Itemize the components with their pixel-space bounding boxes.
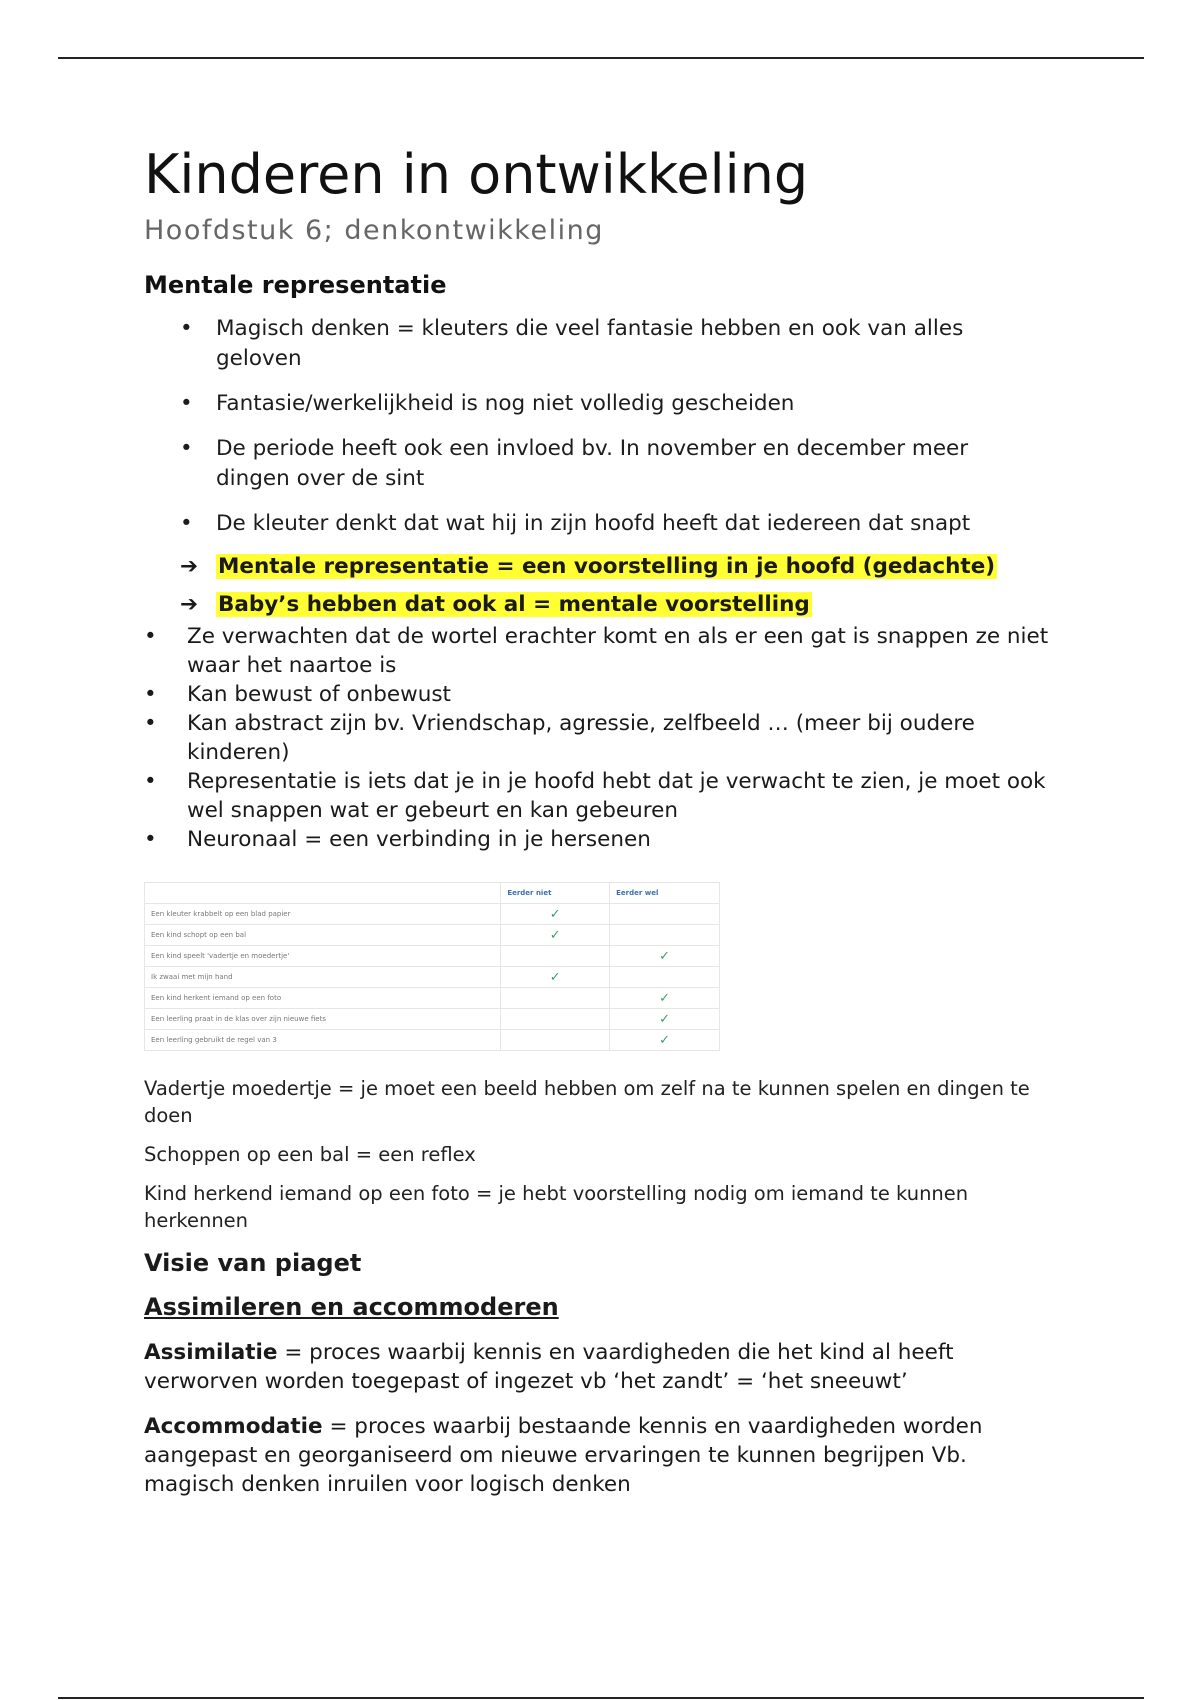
table-row: Een kind herkent iemand op een foto ✓ [145, 988, 720, 1009]
check-icon [610, 925, 720, 946]
table-header [145, 883, 501, 904]
heading-assimileren-accommoderen: Assimileren en accommoderen [144, 1293, 559, 1321]
bullet-icon: • [180, 436, 193, 461]
table-row: Een kind schopt op een bal ✓ [145, 925, 720, 946]
list-item: • Ze verwachten dat de wortel erachter komt en als er een gat is snappen ze niet waar het naartoe is [144, 624, 1049, 678]
bullet-icon: • [144, 682, 157, 707]
document-subtitle: Hoofdstuk 6; denkontwikkeling [144, 215, 604, 246]
list-item: • Kan bewust of onbewust [144, 682, 451, 707]
highlighted-text: Mentale representatie = een voorstelling in je hoofd (gedachte) [218, 554, 996, 579]
bullet-icon: • [180, 391, 193, 416]
table-row: Ik zwaai met mijn hand ✓ [145, 967, 720, 988]
check-icon [501, 1009, 610, 1030]
definition-assimilatie: Assimilatie = proces waarbij kennis en vaardigheden die het kind al heeft verworven worden toegepast of ingezet vb ‘het zandt’ = ‘het sneeuwt’ [144, 1340, 954, 1394]
check-icon [610, 904, 720, 925]
paragraph: Vadertje moedertje = je moet een beeld hebben om zelf na te kunnen spelen en dingen te doen [144, 1077, 1030, 1127]
bullet-icon: • [180, 316, 193, 341]
list-item: • Kan abstract zijn bv. Vriendschap, agressie, zelfbeeld … (meer bij oudere kinderen) [144, 711, 975, 765]
check-icon: ✓ [610, 946, 720, 967]
list-item: • De kleuter denkt dat wat hij in zijn hoofd heeft dat iedereen dat snapt [144, 509, 1044, 539]
table-row: Een leerling gebruikt de regel van 3 ✓ [145, 1030, 720, 1051]
classification-table [144, 882, 720, 1051]
table-row: Een leerling praat in de klas over zijn nieuwe fiets ✓ [145, 1009, 720, 1030]
bottom-rule [58, 1697, 1144, 1699]
term: Accommodatie [144, 1414, 323, 1439]
arrow-right-icon: ➔ [180, 554, 199, 579]
check-icon [501, 1030, 610, 1051]
arrow-item [144, 590, 1044, 620]
bullet-icon: • [144, 827, 157, 852]
top-rule [58, 57, 1144, 59]
classification-table-image [144, 882, 720, 1051]
paragraph: Schoppen op een bal = een reflex [144, 1143, 476, 1166]
paragraph: Kind herkend iemand op een foto = je hebt voorstelling nodig om iemand te kunnen herkennen [144, 1182, 969, 1232]
list-item: • Magisch denken = kleuters die veel fantasie hebben en ook van alles geloven [180, 316, 964, 371]
table-row: Een kleuter krabbelt op een blad papier ✓ [145, 904, 720, 925]
list-item: • De periode heeft ook een invloed bv. In november en december meer dingen over de sint [180, 436, 969, 491]
heading-mentale-representatie: Mentale representatie [144, 271, 447, 299]
check-icon: ✓ [610, 1030, 720, 1051]
bullet-list-a [144, 314, 1044, 539]
highlighted-text: Baby’s hebben dat ook al = mentale voorstelling [218, 592, 810, 617]
term: Assimilatie [144, 1340, 278, 1365]
bullet-icon: • [180, 511, 193, 536]
document-page [144, 140, 1049, 1499]
check-icon: ✓ [501, 925, 610, 946]
list-item: • Neuronaal = een verbinding in je hersenen [144, 827, 651, 852]
check-icon [610, 967, 720, 988]
bullet-icon: • [144, 624, 157, 649]
definition-accommodatie: Accommodatie = proces waarbij bestaande kennis en vaardigheden worden aangepast en georganiseerd om nieuwe ervaringen te kunnen begrijpen Vb. magisch denken inruilen voor logisch denken [144, 1414, 983, 1497]
check-icon [501, 988, 610, 1009]
bullet-icon: • [144, 711, 157, 736]
check-icon: ✓ [501, 904, 610, 925]
list-item: • Representatie is iets dat je in je hoofd hebt dat je verwacht te zien, je moet ook wel snappen wat er gebeurt en kan gebeuren [144, 769, 1046, 823]
table-header: Eerder wel [610, 883, 720, 904]
bullet-list-b [144, 622, 1049, 854]
check-icon [501, 946, 610, 967]
check-icon: ✓ [610, 1009, 720, 1030]
bullet-icon: • [144, 769, 157, 794]
table-header: Eerder niet [501, 883, 610, 904]
arrow-right-icon: ➔ [180, 592, 199, 617]
arrow-item [144, 552, 1044, 582]
check-icon: ✓ [501, 967, 610, 988]
document-title: Kinderen in ontwikkeling [144, 143, 809, 206]
table-row: Een kind speelt 'vadertje en moedertje' ✓ [145, 946, 720, 967]
check-icon: ✓ [610, 988, 720, 1009]
heading-visie-van-piaget: Visie van piaget [144, 1249, 362, 1277]
table-header-row [145, 883, 720, 904]
list-item: • Fantasie/werkelijkheid is nog niet volledig gescheiden [144, 389, 1044, 419]
